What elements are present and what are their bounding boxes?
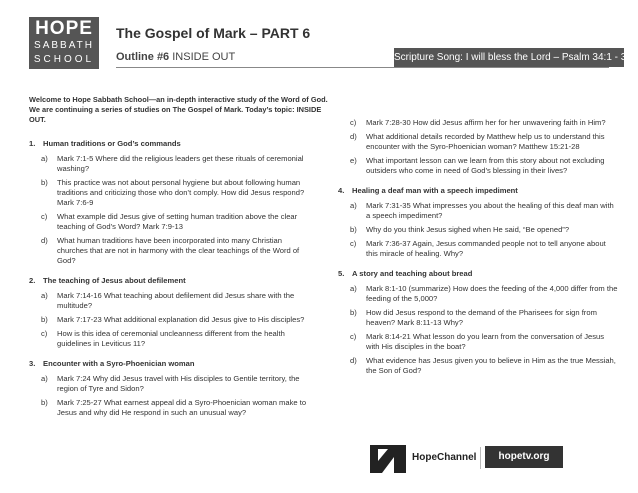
section-number: 5.: [338, 269, 345, 278]
outline-topic: INSIDE OUT: [172, 51, 236, 63]
header-divider: [116, 67, 609, 68]
list-item: [338, 308, 618, 328]
section-2: [29, 276, 309, 349]
item-text: Mark 7:1-5 Where did the religious leaders get these rituals of ceremonial washing?: [57, 154, 304, 173]
hope-channel-logo-icon: [370, 445, 406, 473]
list-item: [29, 236, 309, 266]
intro-text: Welcome to Hope Sabbath School—an in-depth interactive study of the Word of God. We are continuing a series of studies on The Gospel of Mark. Today’s topic: INSIDE OUT.: [29, 95, 328, 124]
section-5: [338, 269, 618, 376]
item-text: Mark 7:24 Why did Jesus travel with His disciples to Gentile territory, the region of Tyre and Sidon?: [57, 374, 300, 393]
item-letter: a): [350, 284, 357, 293]
list-item: [338, 284, 618, 304]
item-text: Mark 7:17-23 What additional explanation did Jesus give to His disciples?: [57, 315, 305, 324]
item-letter: c): [41, 329, 48, 338]
item-letter: e): [350, 156, 357, 165]
section-number: 3.: [29, 359, 36, 368]
section-4: [338, 186, 618, 259]
item-letter: b): [41, 315, 48, 324]
item-letter: d): [41, 236, 48, 245]
hope-sabbath-school-logo: [29, 17, 99, 69]
item-letter: b): [41, 178, 48, 187]
item-text: How did Jesus respond to the demand of the Pharisees for sign from heaven? Mark 8:11-13 Why?: [366, 308, 597, 327]
item-text: What example did Jesus give of setting human tradition above the clear teaching of God’s Word? Mark 7:9-13: [57, 212, 298, 231]
section-heading: The teaching of Jesus about defilement: [43, 276, 186, 285]
left-column: [29, 139, 309, 428]
item-letter: b): [41, 398, 48, 407]
section-3: [29, 359, 309, 418]
list-item: [338, 156, 618, 176]
item-text: What human traditions have been incorporated into many Christian churches that are not in harmony with the clear teachings of the Word of God?: [57, 236, 300, 265]
item-text: Mark 7:28-30 How did Jesus affirm her for her unwavering faith in Him?: [366, 118, 606, 127]
hope-channel-brand: HopeChannel: [412, 452, 477, 463]
list-item: [338, 132, 618, 152]
item-letter: b): [350, 225, 357, 234]
list-item: [29, 291, 309, 311]
item-text: Mark 8:14-21 What lesson do you learn from the conversation of Jesus with His disciples in the boat?: [366, 332, 605, 351]
logo-line-school: SCHOOL: [33, 54, 95, 65]
section-number: 1.: [29, 139, 36, 148]
item-text: Mark 8:1-10 (summarize) How does the feeding of the 4,000 differ from the feeding of the 5,000?: [366, 284, 618, 303]
right-column: [338, 118, 618, 386]
item-letter: c): [350, 332, 357, 341]
website-link[interactable]: hopetv.org: [485, 446, 563, 468]
item-letter: b): [350, 308, 357, 317]
list-item: [338, 201, 618, 221]
list-item: [29, 329, 309, 349]
section-heading: A story and teaching about bread: [352, 269, 473, 278]
item-text: This practice was not about personal hygiene but about following human traditions and criticizing those who don’t comply. How did Jesus respond? Mark 7:6-9: [57, 178, 305, 207]
section-3-continued: [338, 118, 618, 176]
item-text: What evidence has Jesus given you to believe in Him as the true Messiah, the Son of God?: [366, 356, 616, 375]
item-text: Mark 7:36-37 Again, Jesus commanded people not to tell anyone about this miracle of healing. Why?: [366, 239, 606, 258]
outline-number: Outline #6: [116, 51, 170, 63]
list-item: [29, 315, 309, 325]
item-text: Mark 7:31-35 What impresses you about the healing of this deaf man with a speech impediment?: [366, 201, 614, 220]
item-letter: a): [41, 291, 48, 300]
list-item: [338, 118, 618, 128]
item-letter: a): [41, 154, 48, 163]
scripture-song-banner: Scripture Song: I will bless the Lord – Psalm 34:1 - 3: [394, 48, 624, 67]
item-text: Mark 7:14-16 What teaching about defilement did Jesus share with the multitude?: [57, 291, 295, 310]
item-letter: c): [350, 118, 357, 127]
item-letter: a): [41, 374, 48, 383]
list-item: [338, 225, 618, 235]
section-1: [29, 139, 309, 266]
logo-line-sabbath: SABBATH: [34, 40, 94, 51]
section-heading: Healing a deaf man with a speech impediment: [352, 186, 518, 195]
item-letter: c): [41, 212, 48, 221]
item-letter: d): [350, 132, 357, 141]
item-text: How is this idea of ceremonial uncleanness different from the health guidelines in Leviticus 11?: [57, 329, 285, 348]
list-item: [29, 154, 309, 174]
item-text: What additional details recorded by Matthew help us to understand this encounter with the Syro-Phoenician woman? Matthew 15:21-28: [366, 132, 605, 151]
page-title: The Gospel of Mark – PART 6: [116, 25, 311, 41]
item-text: Mark 7:25-27 What earnest appeal did a Syro-Phoenician woman make to Jesus and why did He respond in such an unusual way?: [57, 398, 307, 417]
section-number: 2.: [29, 276, 36, 285]
section-heading: Encounter with a Syro-Phoenician woman: [43, 359, 195, 368]
footer-divider: [480, 447, 481, 469]
list-item: [29, 398, 309, 418]
section-number: 4.: [338, 186, 345, 195]
list-item: [338, 356, 618, 376]
item-text: Why do you think Jesus sighed when He said, “Be opened”?: [366, 225, 570, 234]
list-item: [338, 239, 618, 259]
section-heading: Human traditions or God’s commands: [43, 139, 181, 148]
list-item: [338, 332, 618, 352]
item-letter: a): [350, 201, 357, 210]
item-text: What important lesson can we learn from this story about not excluding outsiders who come in need of God’s blessing in their lives?: [366, 156, 605, 175]
logo-line-hope: HOPE: [35, 18, 93, 39]
list-item: [29, 374, 309, 394]
item-letter: d): [350, 356, 357, 365]
list-item: [29, 212, 309, 232]
list-item: [29, 178, 309, 208]
item-letter: c): [350, 239, 357, 248]
outline-label: [116, 51, 235, 63]
